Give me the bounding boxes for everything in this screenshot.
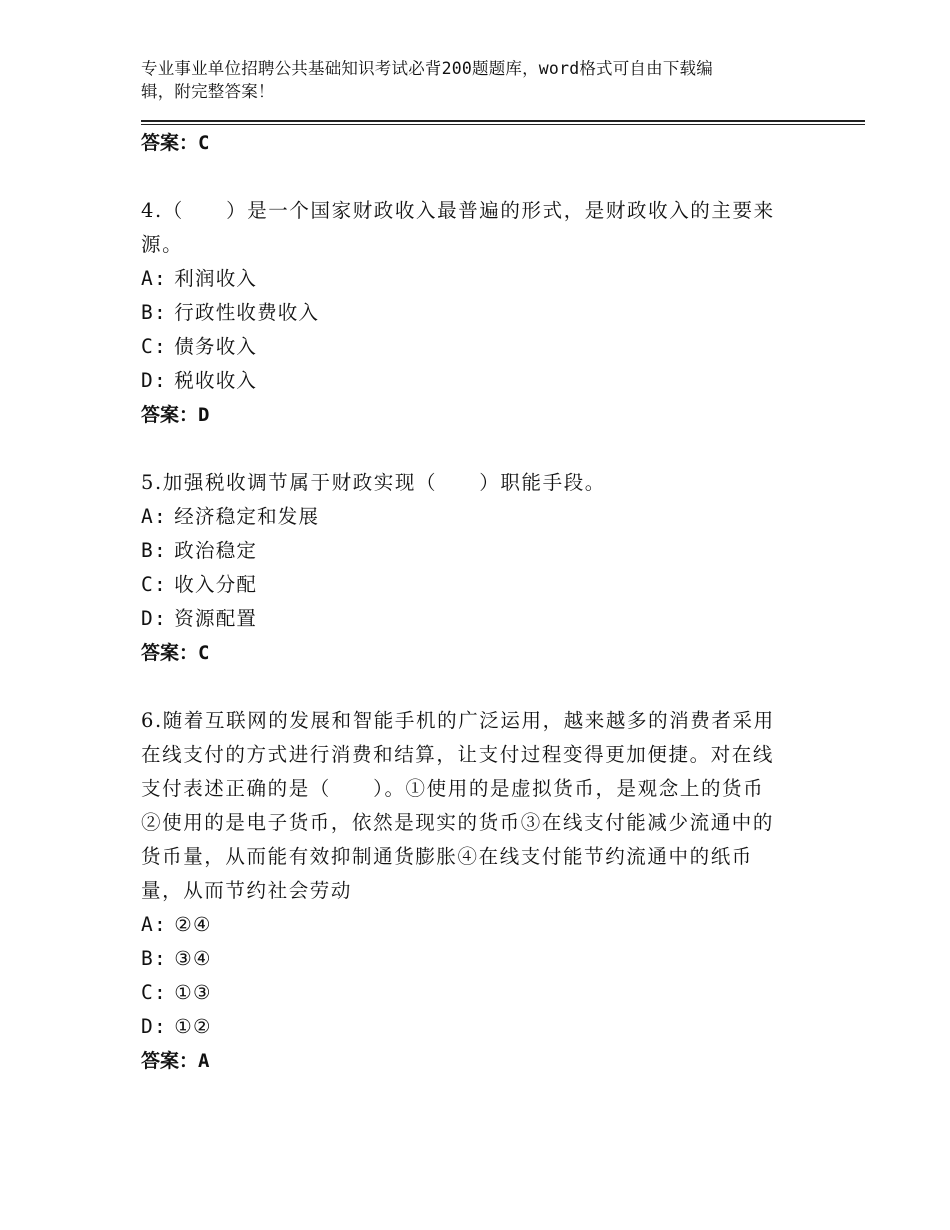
answer-line (141, 1044, 801, 1078)
option-c (141, 976, 801, 1010)
option-letter: C: (141, 335, 167, 358)
option-letter: A: (141, 267, 167, 290)
answer-label: 答案： (141, 132, 199, 154)
option-a (141, 262, 801, 296)
question-text (141, 704, 801, 908)
answer-label: 答案： (141, 1050, 199, 1072)
option-letter: A: (141, 913, 167, 936)
answer-value: A (198, 1050, 210, 1072)
option-letter: C: (141, 573, 167, 596)
option-d (141, 1010, 801, 1044)
option-text: ③④ (174, 947, 212, 970)
answer-value: C (198, 132, 210, 154)
option-letter: D: (141, 369, 167, 392)
question-line: 源。 (141, 233, 184, 256)
answer-value: C (198, 642, 210, 664)
option-b (141, 296, 801, 330)
option-text: 债务收入 (174, 335, 258, 358)
option-d (141, 602, 801, 636)
page-header (141, 57, 791, 103)
option-text: 资源配置 (174, 607, 258, 630)
option-text: 经济稳定和发展 (174, 505, 320, 528)
answer-line (141, 398, 801, 432)
answer-value: D (198, 404, 210, 426)
option-letter: B: (141, 947, 167, 970)
option-c (141, 568, 801, 602)
question-text (141, 194, 801, 262)
question (141, 194, 801, 432)
option-b (141, 534, 801, 568)
option-letter: A: (141, 505, 167, 528)
answer-label: 答案： (141, 404, 199, 426)
option-letter: D: (141, 1015, 167, 1038)
option-letter: B: (141, 301, 167, 324)
question-line: 支付表述正确的是（ ）。①使用的是虚拟货币，是观念上的货币 (141, 777, 765, 800)
option-text: ①③ (174, 981, 212, 1004)
question-line: 在线支付的方式进行消费和结算，让支付过程变得更加便捷。对在线 (141, 743, 775, 766)
option-letter: C: (141, 981, 167, 1004)
question (141, 466, 801, 670)
option-letter: D: (141, 607, 167, 630)
option-d (141, 364, 801, 398)
answer-line (141, 126, 801, 160)
option-a (141, 500, 801, 534)
answer-label: 答案： (141, 642, 199, 664)
header-rule (141, 120, 865, 122)
question-line: 6.随着互联网的发展和智能手机的广泛运用，越来越多的消费者采用 (141, 709, 775, 732)
question-line: 5.加强税收调节属于财政实现（ ）职能手段。 (141, 471, 606, 494)
header-rule-thin (141, 124, 865, 125)
question-line: ②使用的是电子货币，依然是现实的货币③在线支付能减少流通中的 (141, 811, 775, 834)
question-line: 4.（ ）是一个国家财政收入最普遍的形式，是财政收入的主要来 (141, 199, 775, 222)
option-text: ①② (174, 1015, 212, 1038)
option-letter: B: (141, 539, 167, 562)
question (141, 704, 801, 1078)
option-text: ②④ (174, 913, 212, 936)
option-text: 税收收入 (174, 369, 258, 392)
question-text (141, 466, 801, 500)
option-b (141, 942, 801, 976)
document-body (141, 126, 801, 1078)
option-c (141, 330, 801, 364)
header-line: 专业事业单位招聘公共基础知识考试必背200题题库，word格式可自由下载编 (141, 59, 713, 78)
option-text: 政治稳定 (174, 539, 258, 562)
question-line: 货币量，从而能有效抑制通货膨胀④在线支付能节约流通中的纸币 (141, 845, 753, 868)
option-text: 利润收入 (174, 267, 258, 290)
answer-line (141, 636, 801, 670)
option-a (141, 908, 801, 942)
option-text: 行政性收费收入 (174, 301, 320, 324)
question-line: 量，从而节约社会劳动 (141, 879, 353, 902)
option-text: 收入分配 (174, 573, 258, 596)
header-line: 辑，附完整答案！ (141, 82, 275, 101)
